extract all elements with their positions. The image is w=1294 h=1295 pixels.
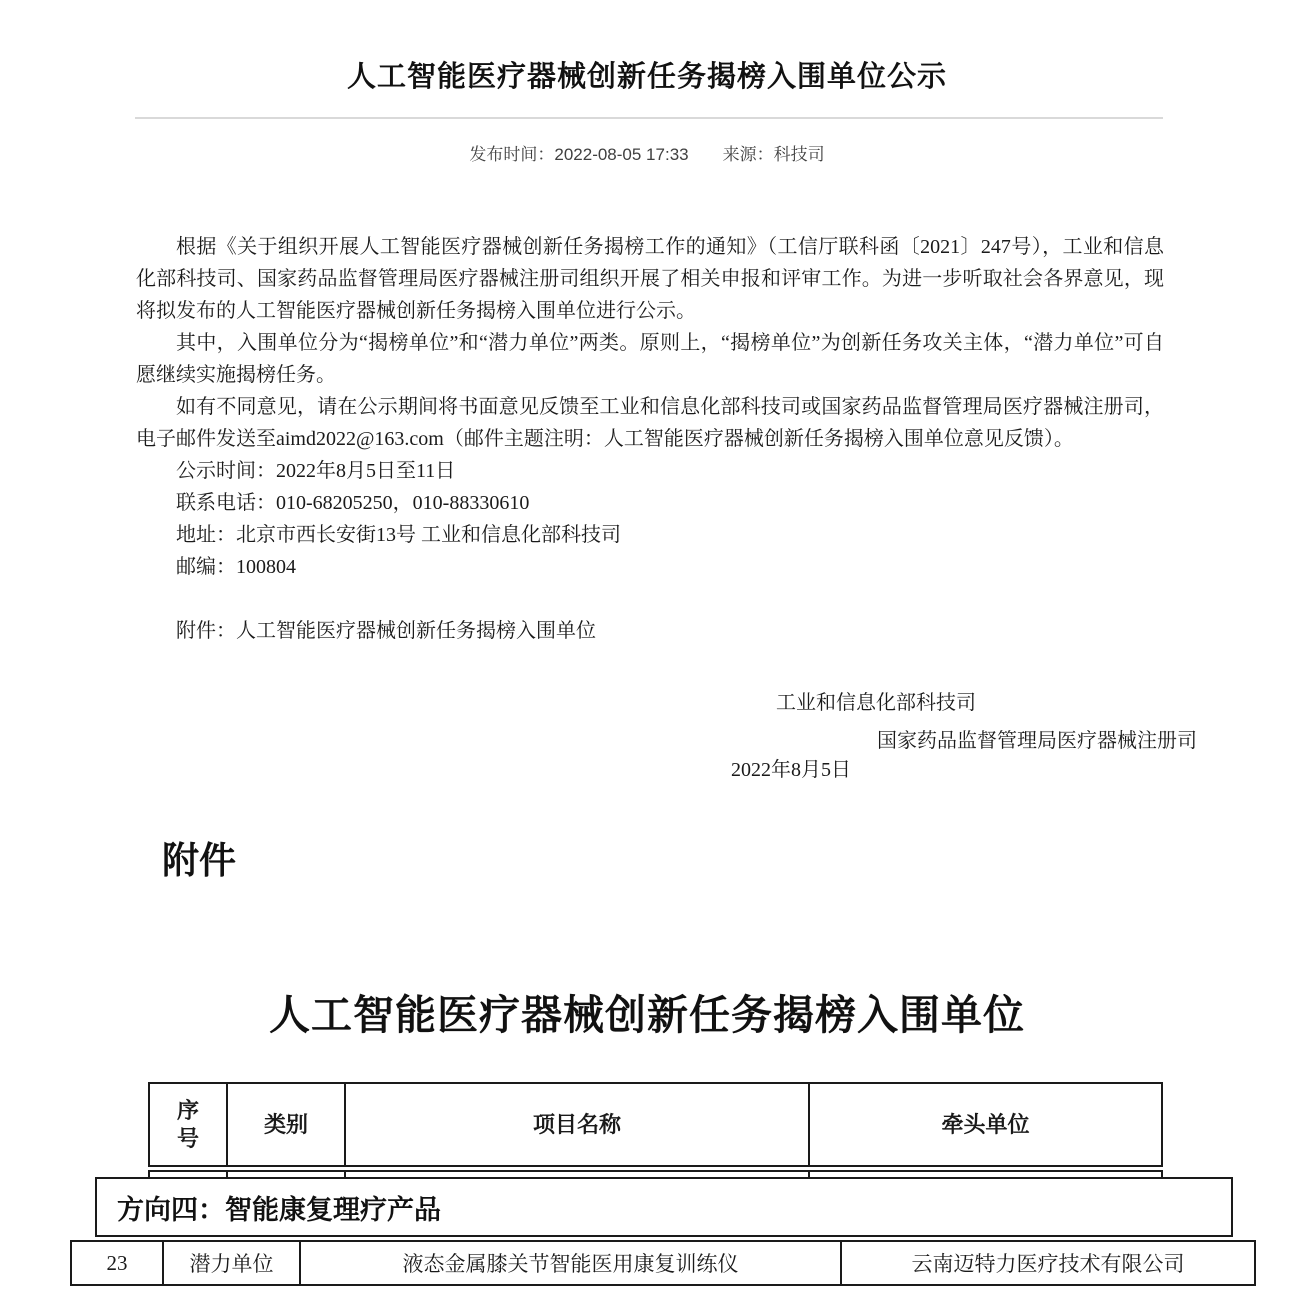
signature-nmpa: 国家药品监督管理局医疗器械注册司 xyxy=(877,730,1197,752)
annex-heading: 附件 xyxy=(162,840,236,881)
source-label: 来源： xyxy=(722,145,774,164)
body-text xyxy=(136,231,1164,647)
spacer xyxy=(136,583,1164,615)
publish-time-label: 发布时间： xyxy=(469,145,555,164)
signature-miit: 工业和信息化部科技司 xyxy=(776,692,976,714)
row-no-cell: 23 xyxy=(72,1242,164,1284)
row-lead-unit-cell: 云南迈特力医疗技术有限公司 xyxy=(911,1252,1185,1276)
table-header-project: 项目名称 xyxy=(346,1084,810,1165)
address-line: 地址：北京市西长安街13号 工业和信息化部科技司 xyxy=(176,524,621,546)
table-section-row xyxy=(95,1177,1233,1237)
table-header-category: 类别 xyxy=(228,1084,346,1165)
table-header-no: 序号 xyxy=(150,1084,228,1165)
table-header-row xyxy=(148,1082,1163,1167)
contact-phone-line: 联系电话：010-68205250，010-88330610 xyxy=(176,492,530,514)
title-divider xyxy=(135,117,1163,119)
publish-meta xyxy=(0,140,1294,165)
page-title: 人工智能医疗器械创新任务揭榜入围单位公示 xyxy=(346,61,947,93)
source-value: 科技司 xyxy=(773,145,825,164)
table-row xyxy=(70,1240,1256,1286)
row-project-cell: 液态金属膝关节智能医用康复训练仪 xyxy=(301,1242,842,1284)
signature-date: 2022年8月5日 xyxy=(731,759,851,781)
postcode-line: 邮编：100804 xyxy=(176,556,296,578)
publish-time-value: 2022-08-05 17:33 xyxy=(554,145,689,164)
row-category-cell: 潜力单位 xyxy=(164,1242,301,1284)
public-notice-period-line: 公示时间：2022年8月5日至11日 xyxy=(176,460,456,482)
paragraph: 如有不同意见，请在公示期间将书面意见反馈至工业和信息化部科技司或国家药品监督管理局医疗器械注册司，电子邮件发送至aimd2022@163.com（邮件主题注明：人工智能医疗器械创新任务揭榜入围单位意见反馈）。 xyxy=(136,396,1164,450)
paragraph: 根据《关于组织开展人工智能医疗器械创新任务揭榜工作的通知》（工信厅联科函〔2021〕247号），工业和信息化部科技司、国家药品监督管理局医疗器械注册司组织开展了相关申报和评审工作。为进一步听取社会各界意见，现将拟发布的人工智能医疗器械创新任务揭榜入围单位进行公示。 xyxy=(136,236,1164,322)
attachment-reference-line: 附件：人工智能医疗器械创新任务揭榜入围单位 xyxy=(176,620,596,642)
table-header-lead-unit: 牵头单位 xyxy=(941,1111,1030,1137)
annex-title: 人工智能医疗器械创新任务揭榜入围单位 xyxy=(269,992,1025,1038)
section-row-label: 方向四：智能康复理疗产品 xyxy=(117,1194,441,1225)
paragraph: 其中，入围单位分为“揭榜单位”和“潜力单位”两类。原则上，“揭榜单位”为创新任务攻关主体，“潜力单位”可自愿继续实施揭榜任务。 xyxy=(136,332,1164,386)
